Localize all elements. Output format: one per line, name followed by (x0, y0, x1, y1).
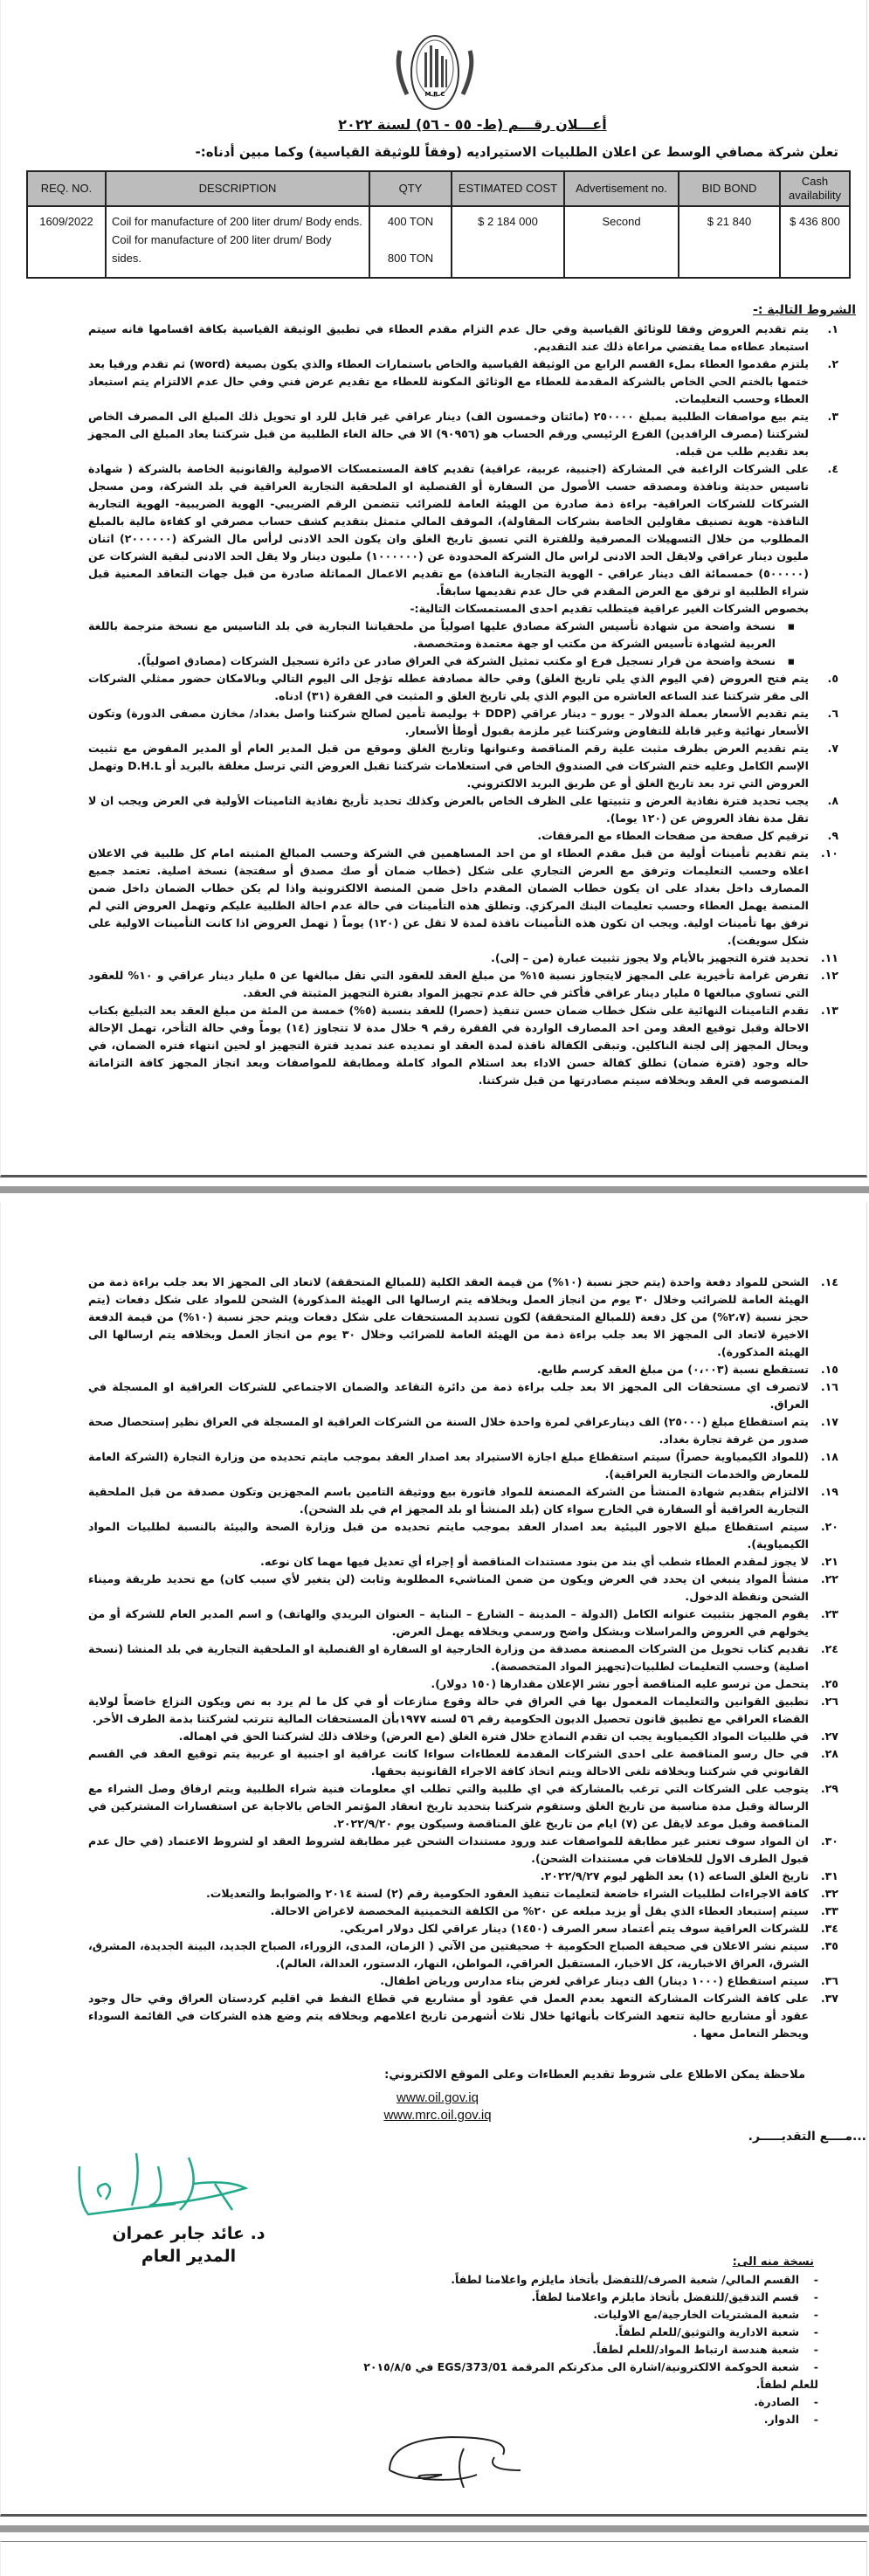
condition-text: كافة الاجراءات لطلبيات الشراء خاضعة لتعليمات تنفيذ العقود الحكومية رقم (٢) لسنة ٢٠١٤ والضوابط والتعديلات. (205, 1887, 809, 1900)
condition-number: ١٧. (820, 1415, 838, 1428)
page-2 (0, 1202, 867, 2517)
condition-number: ١٦. (820, 1380, 838, 1393)
condition-item (88, 1483, 838, 1518)
copy-recipient: - الصادرة. (342, 2393, 818, 2411)
conditions-heading: الشروط التالية :- (753, 303, 856, 317)
condition-number: ٢٨. (820, 1747, 838, 1760)
condition-number: ١٥. (820, 1363, 838, 1376)
condition-text: يتم فتح العروض (في اليوم الذي يلي تاريخ الغلق) وفي حالة مصادفة عطله تؤجل الى اليوم التالي وبالامكان حضور ممثلي الشركات الى مقر شركتنا عند الساعه العاشره من اليوم الذي يلي تاريخ الغلق و المثبت في الفقرة (٣١) ادناه. (88, 672, 809, 702)
condition-number: ٢٣. (820, 1607, 838, 1620)
condition-item (88, 1745, 838, 1780)
condition-text: سيتم نشر الاعلان في صحيفة الصباح الحكومية + صحيفتين من الآتي ( الزمان، المدى، الزوراء، الصباح الجديد، البينة الجديدة، المشرق، الشرق، العراق الاخبارية، كل الاخبار، المستقبل العراقي، المواطن، النهار، الدستور، العدالة، العالم). (88, 1939, 809, 1970)
conditions-list (88, 670, 838, 1089)
condition-item (88, 1518, 838, 1553)
condition-item (88, 1903, 838, 1920)
condition-number: ٢٦. (820, 1695, 838, 1708)
company-logo (381, 33, 490, 116)
qty-cell (369, 206, 452, 278)
condition-number: ٢٢. (820, 1572, 838, 1585)
condition-item (88, 356, 838, 408)
condition-item (88, 1920, 838, 1937)
condition-item (88, 1833, 838, 1868)
website-link[interactable]: www.mrc.oil.gov.iq (383, 2108, 492, 2123)
col-bid-bond: BID BOND (679, 171, 780, 206)
condition-number: ٢٠. (820, 1520, 838, 1533)
table-header-row (27, 171, 850, 206)
condition-text: (للمواد الكيمياوية حصراً) سيتم استقطاع مبلغ اجازة الاستيراد بعد اصدار العقد بموجب مايتم تحديده من وزارة التجارة (الشركة العامة للمعارض والخدمات التجارية العراقية). (88, 1450, 809, 1481)
description-cell (106, 206, 369, 278)
condition-number: ٢. (827, 357, 838, 370)
condition-number: ٣٤. (820, 1922, 838, 1935)
condition-text: يتحمل من ترسو عليه المناقصة أجور نشر الإعلان مقدارها (١٥٠ دولار). (431, 1677, 809, 1690)
copy-recipient: - القسم المالي/ شعبة الصرف/للتفضل بأتخاذ مايلزم واعلامنا لطفاً. (342, 2271, 818, 2289)
condition-text: تفرض غرامة تأخيرية على المجهز لايتجاوز نسبة ١٥% من مبلغ العقد للعقود التي تقل مبالغها عن ٥ مليار دينار عراقي و ١٠% للعقود التي تساوي مبالغها ٥ مليار دينار عراقي فأكثر في حالة عدم تجهيز المواد بفترة التجهيز المثبتة في العقد. (88, 969, 809, 999)
condition-text: في حال رسو المناقصة على احدى الشركات المقدمة للعطاءات سواءا كانت عراقية او اجنبية او عربية يتم توقيع العقد في القسم القانوني في شركتنا وبخلافه تلغى الاحالة ويتم اتخاذ كافة الاجراء القانونية بحقها. (88, 1747, 809, 1778)
signature-block (75, 2149, 302, 2268)
estimated-cost-cell: $ 2 184 000 (452, 206, 564, 278)
condition-text: على كافة الشركات المشاركة التعهد بعدم العمل في عقود أو مشاريع في قطاع النفط في اقليم كردستان العراق وفي حال وجود عقود أو مشاريع حالية تتعهد الشركات بأنهائها خلال ثلاث أشهرمن تاريخ اعلامهم وبخلافه يتم وضع هذه الشركات في القائمة السوداء ويحظر التعامل معها . (88, 1992, 809, 2040)
conditions-section (88, 1274, 838, 2042)
page-1 (0, 0, 867, 1178)
condition-item (88, 1553, 838, 1571)
condition-number: ٣١. (820, 1869, 838, 1882)
condition-text: سيتم إستبعاد العطاء الذي يقل أو يزيد مبلغه عن ٢٠% من الكلفة التخمينية المخصصة لاغراض الاحالة. (270, 1904, 809, 1917)
condition-number: ٦. (827, 707, 838, 720)
conditions-list (88, 321, 838, 600)
bid-bond-cell: $ 21 840 (679, 206, 780, 278)
condition-item (88, 1990, 838, 2042)
condition-item (88, 670, 838, 705)
page-3 (0, 2541, 867, 2576)
signatory-name: د. عائد جابر عمران (112, 2224, 266, 2243)
condition-item (88, 1868, 838, 1885)
condition-number: ٩. (827, 829, 838, 842)
condition-text: على الشركات الراغبة في المشاركة (اجنبية، عربية، عراقية) تقديم كافة المستمسكات الاصولية والقانونية الخاصة بالشركة ( شهادة تاسيس حديثة ونافذة ومصدقه حسب الأصول من السفارة أو القنصلية او الملحقية التجارية العراقية في بلد الشركة، ومن مسجل الشركات للشركات العراقية- براءة ذمة صادرة من الهيئة العامة للضرائب تتضمن الرقم الضريبي- الهوية الضريبية- الهوية التجارية النافذة- هوية تصنيف مقاولين الخاصة بشركات المقاولة)، الموقف المالي متمثل بتقديم كشف حساب مصرفي او كفاءة مالية بالمبلغ المطلوب من خلال التسهيلات المصرفية وللفترة التي تسبق تاريخ الغلق وان يكون الحد الادنى لرأس مال الشركة (٢٠٠٠٠٠٠) اثنان مليون دينار عراقي ولايقل الحد الادنى لراس مال الشركة المحدودة عن (١٠٠٠٠٠٠) مليون دينار ولا يقل الحد الادنى لبقية الشركات عن (٥٠٠٠٠٠) خمسمائة الف دينار عراقي - الهوية التجارية النافذة) مع تقديم الاعمال المماثلة صادرة من قبل جهات التعاقد المعنية قبل شراء الطلبية او ترفق مع العرض المقدم في حال عدم تقديمها سابقاً. (88, 462, 809, 597)
copy-recipient: - قسم التدقيق/للتفضل بأتخاذ مايلزم واعلامنا لطفاً. (342, 2289, 818, 2306)
condition-text: منشأ المواد ينبغي ان يحدد في العرض ويكون من ضمن المناشيء المطلوبة وثابت (لن يتغير لأي سبب كان) مع تحديد طريقة وميناء الشحن ونقطة الدخول. (88, 1572, 809, 1603)
condition-item (88, 1728, 838, 1745)
website-note: ملاحظة يمكن الاطلاع على شروط تقديم العطاءات وعلى الموقع الالكتروني: (384, 2068, 805, 2082)
condition-item (88, 321, 838, 356)
condition-number: ١. (827, 322, 838, 335)
closing-block (1, 2149, 866, 2428)
non-iraqi-intro: بخصوص الشركات الغير عراقية فيتطلب تقديم احدى المستمسكات التالية:- (410, 602, 809, 615)
initials-signature-image (381, 2435, 538, 2488)
condition-text: تقدم التامينات النهائية على شكل خطاب ضمان حسن تنفيذ (حصرا) للعقد بنسبة (٥%) خمسة من المئة من مبلغ العقد بعد التبليغ بكتاب الاحالة وقبل توقيع العقد ومن احد المصارف الواردة في الفقرة رقم ٩ خلال مدة لا تتجاوز (١٤) يوماً وفي حالة التأخر، تهمل الإحالة ويحال المجهز إلى لجنة الناكلين. وتبقى الكفالة نافذة لمدة العقد او تمديده عند تمديد فترة التجهيز او لحين انتهاء فتره الضمان، في حاله وجود (فترة ضمان) تطلق كفالة حسن الاداء بعد استلام المواد كاملة ومطابقة للمواصفات وبعد انجاز المجهز كافة التزاماتة المنصوصه في العقد وبخلافه سيتم مصادرتها من قبل شركتنا. (88, 1004, 810, 1087)
copies-list (342, 2271, 818, 2428)
condition-number: ٢٩. (820, 1782, 838, 1795)
bullet-icon: ▪ (787, 654, 795, 667)
condition-number: ٧. (827, 742, 838, 755)
condition-text: لا يجوز لمقدم العطاء شطب أي بند من بنود مستندات المناقصة أو إجراء أي تعديل فيها مهما كان نوعه. (260, 1555, 809, 1568)
description-item: Coil for manufacture of 200 liter drum/ Body sides. (112, 233, 332, 265)
condition-item (88, 827, 838, 845)
condition-item (88, 1972, 838, 1990)
condition-item (88, 1361, 838, 1378)
bullet-item (88, 618, 795, 653)
condition-text: لاتصرف اي مستحقات الى المجهز الا بعد جلب براءة ذمة من دائرة التقاعد والضمان الاجتماعي للشركات العراقية او المسجلة في العراق. (88, 1380, 809, 1411)
condition-number: ٣٥. (820, 1939, 838, 1952)
conditions-section (88, 301, 856, 1089)
col-qty: QTY (369, 171, 452, 206)
advertisement-no-cell: Second (564, 206, 679, 278)
condition-number: ١١. (820, 951, 838, 964)
description-item: Coil for manufacture of 200 liter drum/ Body ends. (112, 215, 362, 228)
condition-text: يتم تقديم العرض بظرف مثبت علية رقم المناقصة وعنوانها وتاريخ الغلق وموقع من قبل المدير العام أو المدير المفوض مع تثبيت الإسم الكامل وعليه ختم الشركات في الصندوق الخاص في استعلامات شركتنا تقبل العروض التي ترسل مغلقة بالبريد أو D.H.L وتهمل العروض التي ترد بعد تاريخ الغلق أو عن طريق البريد الالكتروني. (88, 742, 809, 790)
condition-item (88, 1378, 838, 1413)
condition-number: ١٩. (820, 1485, 838, 1498)
condition-text: يتم بيع مواصفات الطلبية بمبلغ ٢٥٠٠٠٠ (مائتان وخمسون الف) دينار عراقي غير قابل للرد او تحويل ذلك المبلغ الى المصرف الخاص لشركتنا (مصرف الرافدين) الفرع الرئيسي ورقم الحساب هو (٩٠٩٥٦) الا في حالة الغاء الطلبية من قبل شركتنا يعاد المبلغ الى المجهز بعد تقديم طلب من قبله. (88, 410, 809, 458)
col-req-no: REQ. NO. (27, 171, 106, 206)
condition-item (88, 950, 838, 967)
bullet-text: نسخة واضحة من شهادة تأسيس الشركة مصادق عليها اصولياً من ملحقياتنا التجارية في بلد التاسيس مع نسخة مترجمة باللغة العربية لشهادة تأسيس الشركة من مكتب او جهة معتمدة ومتخصصة. (88, 619, 776, 650)
table-row (27, 206, 850, 278)
condition-item (88, 1606, 838, 1640)
condition-number: ١٠. (820, 846, 838, 860)
condition-item (88, 845, 838, 950)
col-cash-availability: Cash availability (780, 171, 850, 206)
condition-text: تحديد فترة التجهيز بالأيام ولا يجوز تثبيت عبارة (من – إلى). (491, 951, 809, 964)
condition-number: ٣٣. (820, 1904, 838, 1917)
condition-item (88, 1002, 838, 1089)
condition-text: في طلبيات المواد الكيمياوية يجب ان تقدم النماذج خلال فترة الغلق (مع العرض) وخلاف ذلك لشركتنا الحق في اهماله. (178, 1730, 809, 1743)
condition-number: ٤. (827, 462, 838, 475)
condition-number: ٣. (827, 410, 838, 423)
page-separator (0, 1186, 869, 1193)
condition-number: ٨. (827, 794, 838, 807)
condition-item (88, 705, 838, 740)
condition-text: الالتزام بتقديم شهادة المنشأ من الشركة المصنعة للمواد فاتورة بيع ووثيقة التامين باسم المجهزين وتكون مصدقة من قبل الملحقية التجارية العراقية أو السفارة في الخارج سواء كان (بلد المنشأ او بلد المجهز ام في بلد الشحن). (88, 1485, 809, 1516)
condition-item (88, 1640, 838, 1675)
announcement-intro: تعلن شركة مصافي الوسط عن اعلان الطلبيات الاستيراديه (وفقاً للوثيقة القياسية) وكما مبين أدناه:- (195, 144, 838, 160)
req-no-cell: 1609/2022 (27, 206, 106, 278)
copy-recipient: - شعبة المشتريات الخارجية/مع الاوليات. (342, 2306, 818, 2324)
condition-number: ٣٦. (820, 1974, 838, 1987)
copies-heading: نسخة منه الى: (732, 2255, 814, 2269)
condition-text: يتم تقديم تأمينات أولية من قبل مقدم العطاء او من احد المساهمين في الشركة وحسب المبالغ المثبته امام كل طلبية في الاعلان اعلاه وحسب التعليمات وترفق مع العرض التجاري على شكل (خطاب ضمان أو صك مصدق أو سفتجة) نسخة اصلية. تعتمد جميع المصارف داخل بغداد على ان يكون خطاب الضمان المقدم داخل ضمن المنصة الالكترونية واذا لم يكن خطاب الضمان داخل ضمن المنصة يهمل العطاء وحسب تعليمات البنك المركزي. وتطلق هذه التأمينات في حالة عدم احالة الطلبية عليكم وتهمل العروض التي لم ترفق بها تأمينات اولية. ويجب ان تكون هذه التأمينات نافذة لمدة لا تقل عن (١٢٠) يوماً ( تهمل العروض اذا كانت التأمينات الاولية على شكل سويفت). (88, 846, 809, 947)
condition-text: تستقطع نسبة (٠،٠٠٣) من مبلغ العقد كرسم طابع. (536, 1363, 809, 1376)
condition-item (88, 1448, 838, 1483)
condition-item (88, 1571, 838, 1606)
copy-recipient: - شعبة الادارية والتوثيق/للعلم لطفاً. (342, 2324, 818, 2341)
condition-text: للشركات العراقية سوف يتم أعتماد سعر الصرف (١٤٥٠) دينار عراقي لكل دولار امريكي. (340, 1922, 809, 1935)
col-advertisement-no: Advertisement no. (564, 171, 679, 206)
condition-item (88, 740, 838, 792)
condition-text: يتم تقديم الأسعار بعملة الدولار – يورو – دينار عراقي (DDP + بوليصة تأمين لصالح شركتنا واصل بغداد/ مخازن مصفى الدورة) وتكون الأسعار نهائية وغير قابلة للتفاوض وشركتنا غير ملزمة بقبول أوطأ الأسعار. (88, 707, 809, 737)
cash-availability-cell: $ 436 800 (780, 206, 850, 278)
website-link[interactable]: www.oil.gov.iq (397, 2090, 479, 2105)
condition-number: ٥. (827, 672, 838, 685)
condition-item (88, 1937, 838, 1972)
condition-item (88, 1780, 838, 1833)
requisition-table (26, 170, 851, 279)
condition-text: يتم تقديم العروض وفقا للوثائق القياسية وفي حال عدم التزام مقدم العطاء في تطبيق الوثيقة القياسية بكافة اقسامها فانه سيتم استبعاد عطاءه مما يقتضي مراعاة ذلك عند التقديم. (88, 322, 809, 353)
condition-item (88, 1693, 838, 1728)
qty-item: 400 TON (387, 215, 434, 228)
signatory-title: المدير العام (141, 2247, 237, 2266)
condition-text: الشحن للمواد دفعة واحدة (يتم حجز نسبة (١٠%) من قيمة العقد الكلية (للمبالغ المتحققة) لاتعاد الى المجهز الا بعد جلب براءة ذمة من الهيئة العامة للضرائب وخلال ٣٠ يوم من انجاز العمل وبخلافه يتم ارسالها الى الهيئة المذكورة) الشحن للمواد على شكل دفعات (يتم حجز نسبة (٢،٧%) من كل دفعة (للمبالغ المتحققة) لكون تسديد المستحقات على شكل دفعات ويتم حجز نسبة (١٠%) من قيمة الدفعة الاخيرة لاتعاد الى المجهز الا بعد جلب براءة ذمة من الهيئة العامة للضرائب وخلال ٣٠ يوم من انجاز العمل وبخلافه يتم ارسالها الى الهيئة المذكورة). (88, 1275, 809, 1358)
condition-number: ١٨. (820, 1450, 838, 1463)
copies-section (342, 2254, 818, 2428)
qty-item: 800 TON (387, 252, 434, 265)
condition-item (88, 1885, 838, 1903)
copy-recipient: - الدوار. (342, 2411, 818, 2428)
condition-number: ٣٠. (820, 1834, 838, 1847)
condition-text: تقديم كتاب تخويل من الشركات المصنعة مصدقة من وزارة الخارجية او السفارة او القنصلية او الملحقية التجارية في بلد المنشا (نسخة اصلية) وحسب التعليمات لطلبيات(تجهيز المواد المتخصصة). (88, 1642, 809, 1673)
signature-image (75, 2149, 267, 2219)
condition-number: ١٢. (820, 969, 838, 982)
condition-number: ٢٤. (820, 1642, 838, 1655)
condition-text: سيتم استقطاع (١٠٠٠ دينار) الف دينار عراقي لغرض بناء مدارس ورياض اطفال. (380, 1974, 809, 1987)
condition-text: تاريخ الغلق الساعه (١) بعد الظهر ليوم ٢٠٢٢/٩/٢٧. (540, 1869, 809, 1882)
condition-item (88, 1274, 838, 1361)
page-separator (0, 2525, 869, 2532)
condition-item (88, 408, 838, 460)
condition-number: ٣٧. (820, 1992, 838, 2005)
condition-text: يلتزم مقدموا العطاء بملء القسم الرابع من الوثيقة القياسية والخاص باستمارات العطاء والذي يكون بصيغة (word) ثم تقدم ورقيا بعد ختمها بالختم الحي الخاص بالشركة المقدمة للعطاء مع الوثائق المكونة للعطاء مع تقديم عرض فني وفي حال عدم الالتزام يتم استبعاد العطاء وحسب التعليمات. (88, 357, 809, 405)
condition-item (88, 1675, 838, 1693)
announcement-title: أعـــلان رقـــم (ط- ٥٥ - ٥٦) لسنة ٢٠٢٢ (338, 116, 607, 133)
condition-number: ٢٥. (820, 1677, 838, 1690)
condition-number: ٢٧. (820, 1730, 838, 1743)
condition-item (88, 460, 838, 600)
condition-text: يجب تحديد فترة نفاذية العرض و تثبيتها على الظرف الخاص بالعرض وكذلك تحديد تأريخ نفاذية التامينات الأولية في العرض ويجب ان لا تقل مدة نفاذ العروض عن (١٢٠ يوما). (88, 794, 809, 825)
condition-text: يتم استقطاع مبلغ (٢٥٠٠٠) الف دينارعراقي لمرة واحدة خلال السنة من الشركات العراقية او المسجلة في العراق نظير إستحصال صحة صدور من غرفة تجارة بغداد. (88, 1415, 809, 1446)
condition-text: يتوجب على الشركات التي ترغب بالمشاركة في اي طلبية والتي تطلب اي معلومات فنية شراء الطلبية ويتم ارفاق وصل الشراء مع الرسالة وقبل مدة مناسبة من تاريخ الغلق وستقوم شركتنا بتحديد تاريخ انعقاد المؤتمر الخاص بالاجابة عن استفسارات المشتركين في المناقصة وقبل موعد لايقل عن (٧) ايام من تاريخ غلق المناقصة وسيكون يوم ٢٠٢٢/٩/٢٠. (88, 1782, 809, 1830)
conditions-list (88, 1274, 838, 2042)
svg-text:M.R.C: M.R.C (424, 91, 445, 98)
condition-text: ترقيم كل صفحة من صفحات العطاء مع المرفقات. (537, 829, 809, 842)
copy-recipient: - شعبة الحوكمة الالكترونية/اشارة الى مذكرتكم المرقمة 01/EGS/373 في ٢٠١٥/٨/٥ للعلم لطفاً. (342, 2358, 818, 2393)
condition-text: سيتم استقطاع مبلغ الاجور البيئية بعد اصدار العقد بموجب مايتم تحديده من قبل وزارة الصحة والبيئة بالنسبة لطلبيات المواد الكيمياوية). (88, 1520, 809, 1550)
condition-item (88, 967, 838, 1002)
condition-text: ان المواد سوف تعتبر غير مطابقة للمواصفات عند ورود مستندات الشحن غير مطابقة لشروط العقد او لشروط الاعتماد (في حال عدم قبول الطرف الاول للخلافات في مستندات الشحن). (88, 1834, 809, 1865)
non-iraqi-list (88, 618, 838, 670)
condition-item (88, 1413, 838, 1448)
condition-number: ١٣. (820, 1004, 838, 1017)
condition-item (88, 792, 838, 827)
bullet-text: نسخة واضحة من قرار تسجيل فرع او مكتب تمثيل الشركة في العراق صادر عن دائرة تسجيل الشركات (مصادق اصولياً). (137, 654, 776, 667)
col-description: DESCRIPTION (106, 171, 369, 206)
bullet-item (88, 653, 795, 670)
condition-number: ٢١. (820, 1555, 838, 1568)
condition-number: ٣٢. (820, 1887, 838, 1900)
bullet-icon: ▪ (787, 619, 795, 632)
condition-text: يقوم المجهز بتثبيت عنوانه الكامل (الدولة – المدينة – الشارع – البناية – العنوان البريدي والهاتف) و اسم المدير العام للشركة أو من يخولهم في العروض والمراسلات وبشكل واضح ورسمي وبخلافه يهمل العرض. (88, 1607, 809, 1638)
condition-number: ١٤. (820, 1275, 838, 1288)
col-estimated-cost: ESTIMATED COST (452, 171, 564, 206)
condition-text: تطبيق القوانين والتعليمات المعمول بها في العراق في حالة وقوع منازعات أو في كل ما لم يرد به نص ويكون النزاع خاضعاً لولاية القضاء العراقي مع تطبيق قانون تحصيل الديون الحكومية رقم ٥٦ لسنه ١٩٧٧بأن المستحقات المالية تترتب لشركتنا بذمة الطرف الأخر. (88, 1695, 809, 1725)
copy-recipient: - شعبة هندسة ارتباط المواد/للعلم لطفاً. (342, 2341, 818, 2358)
regards: ...مــــع التقديـــــر. (748, 2130, 866, 2144)
